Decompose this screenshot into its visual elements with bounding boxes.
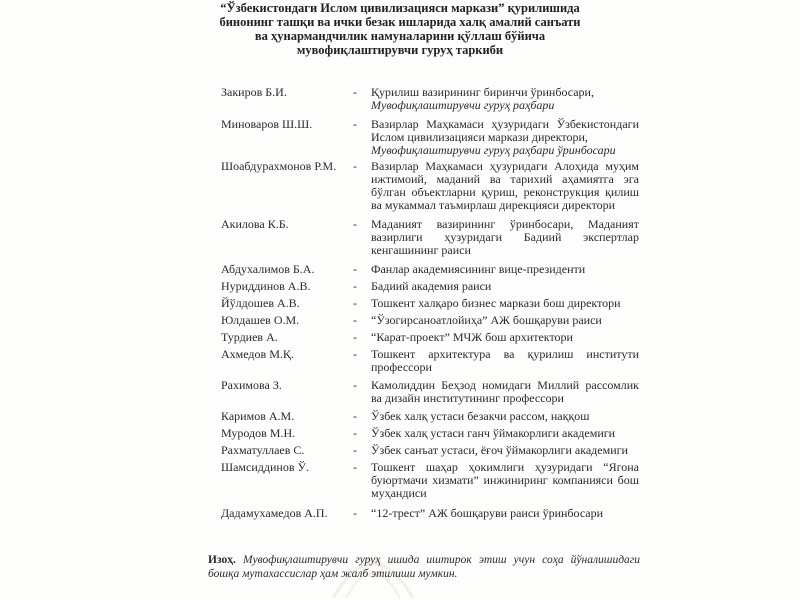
member-position-text: Бадиий академия раиси [371,279,492,293]
separator-dash: - [353,347,357,361]
separator-dash: - [353,313,357,327]
separator-dash: - [353,262,357,276]
separator-dash: - [353,506,357,520]
member-position [371,160,639,212]
member-name: Рахматуллаев С. [221,443,305,457]
member-position-text: Қурилиш вазирининг биринчи ўринбосари, [371,85,594,99]
member-name: Нуриддинов А.В. [221,279,311,293]
separator-dash: - [353,296,357,310]
member-position [371,379,639,405]
member-position [371,263,639,276]
member-position [371,410,639,423]
member-name: Ахмедов М.Қ. [221,347,294,361]
member-name: Муродов М.Н. [221,426,296,440]
member-position [371,86,639,112]
member-name: Юлдашев О.М. [221,313,300,327]
header-line-1: “Ўзбекистондаги Ислом цивилизацияси маркази” қурилишида [220,1,580,15]
member-position-text: “12-трест” АЖ бошқаруви раиси ўринбосари [371,506,604,520]
separator-dash: - [353,217,357,231]
member-position-text: Тошкент халқаро бизнес маркази бош директори [371,296,621,310]
member-position-text: “Карат-проект” МЧЖ бош архитектори [371,330,573,344]
member-position [371,427,639,440]
member-position-text: Вазирлар Маҳкамаси ҳузуридаги Алоҳида муҳим ижтимоий, маданий ва тарихий аҳамиятга эга бўлган объектларни қуриш, реконструкция қилиш ва мукаммал таъмирлаш дирекцияси директори [371,159,639,212]
separator-dash: - [353,443,357,457]
member-position-text: Тошкент архитектура ва қурилиш институти профессори [371,347,639,374]
member-position-text: Камолиддин Беҳзод номидаги Миллий рассомлик ва дизайн институтининг профессори [371,378,639,405]
member-name: Каримов А.М. [221,409,295,423]
member-name: Шамсиддинов Ў. [221,460,309,474]
member-position [371,348,639,374]
separator-dash: - [353,159,357,173]
member-position [371,461,639,500]
separator-dash: - [353,409,357,423]
member-position-text: Ўзбек халқ устаси безакчи рассом, наққош [371,409,590,423]
separator-dash: - [353,85,357,99]
member-name: Турдиев А. [221,330,278,344]
note-label: Изоҳ. [208,554,236,566]
member-position [371,314,639,327]
separator-dash: - [353,460,357,474]
separator-dash: - [353,279,357,293]
member-group-role: Мувофиқлаштирувчи гуруҳ раҳбари [371,98,555,112]
member-position [371,444,639,457]
note-text: Мувофиқлаштирувчи гуруҳ ишида иштирок этиш учун соҳа йўналишидаги бошқа мутахассислар ҳам жалб этилиши мумкин. [208,554,640,580]
separator-dash: - [353,117,357,131]
header-line-2: бинонинг ташқи ва ички безак ишларида халқ амалий санъати [219,15,581,29]
member-name: Дадамухамедов А.П. [221,506,328,520]
header-line-3: ва ҳунармандчилик намуналарини қўллаш бўйича [254,29,546,43]
member-position [371,331,639,344]
separator-dash: - [353,426,357,440]
member-position [371,280,639,293]
member-position-text: Фанлар академиясининг вице-президенти [371,262,586,276]
member-position-text: “Ўзогирсаноатлойиҳа” АЖ бошқаруви раиси [371,313,602,327]
member-position [371,218,639,257]
header-line-4: мувофиқлаштирувчи гуруҳ таркиби [296,43,504,57]
member-position-text: Ўзбек халқ устаси ганч ўймакорлиги академиги [371,426,616,440]
member-position [371,297,639,310]
member-position-text: Ўзбек санъат устаси, ёғоч ўймакорлиги академиги [371,443,628,457]
member-position-text: Вазирлар Маҳкамаси ҳузуридаги Ўзбекистондаги Ислом цивилизацияси маркази директори, [371,117,639,144]
member-group-role: Мувофиқлаштирувчи гуруҳ раҳбари ўринбосари [371,143,616,157]
member-name: Миноваров Ш.Ш. [221,117,313,131]
member-position-text: Тошкент шаҳар ҳокимлиги ҳузуридаги “Ягона буюртмачи хизмати” инжиниринг компанияси бош муҳандиси [371,460,639,500]
member-position [371,507,639,520]
document-note [208,553,640,581]
separator-dash: - [353,378,357,392]
member-name: Йўлдошев А.В. [221,296,300,310]
member-position-text: Маданият вазирининг ўринбосари, Маданият вазирлиги ҳузуридаги Бадиий экспертлар кенгашининг раиси [371,217,639,257]
member-name: Закиров Б.И. [221,85,287,99]
member-name: Абдухалимов Б.А. [221,262,315,276]
member-name: Шоабдурахмонов Р.М. [221,159,337,173]
member-name: Рахимова З. [221,378,282,392]
separator-dash: - [353,330,357,344]
member-name: Акилова К.Б. [221,217,289,231]
member-position [371,118,639,157]
